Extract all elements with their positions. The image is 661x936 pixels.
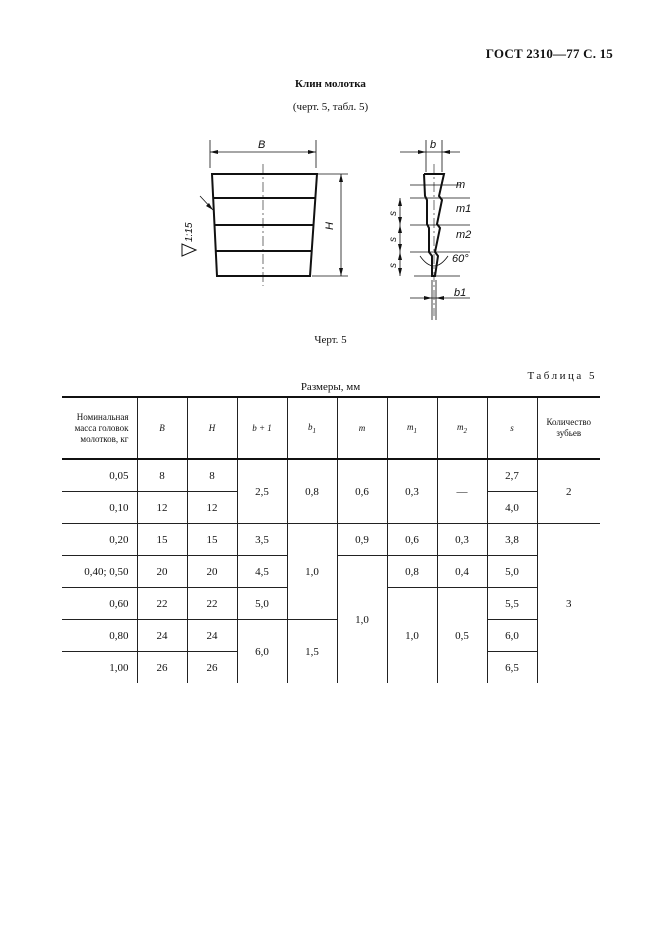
cell-b-plus-1: 3,5: [237, 524, 287, 556]
document-header: ГОСТ 2310—77 С. 15: [485, 46, 613, 61]
dimensions-table: [62, 396, 600, 683]
cell-s: 5,0: [487, 556, 537, 588]
label-b1: b1: [454, 287, 467, 299]
cell-teeth: 2: [537, 459, 600, 524]
wedge-front-view: [182, 140, 348, 286]
label-b: b: [430, 139, 437, 151]
cell-m2: 0,3: [437, 524, 487, 556]
cell-h: 26: [187, 652, 237, 684]
cell-h: 24: [187, 620, 237, 652]
cell-m1: 0,8: [387, 556, 437, 588]
cell-h: 20: [187, 556, 237, 588]
cell-b1: 0,8: [287, 459, 337, 524]
cell-m: 0,6: [337, 459, 387, 524]
cell-b: 12: [137, 492, 187, 524]
cell-h: 12: [187, 492, 237, 524]
cell-s: 3,8: [487, 524, 537, 556]
cell-h: 22: [187, 588, 237, 620]
cell-mass: 0,05: [109, 469, 129, 482]
cell-b: 15: [137, 524, 187, 556]
cell-b-plus-1: 4,5: [237, 556, 287, 588]
header-h: H: [187, 397, 237, 459]
cell-teeth: 3: [537, 524, 600, 684]
cell-m2: 0,4: [437, 556, 487, 588]
header-m: m: [337, 397, 387, 459]
cell-m2: 0,5: [437, 588, 487, 684]
cell-s: 6,5: [487, 652, 537, 684]
cell-b-plus-1: 6,0: [237, 620, 287, 684]
table-row: [62, 459, 600, 492]
header-mass: Номинальная масса головок молотков, кг: [62, 397, 137, 459]
cell-m1: 0,3: [387, 459, 437, 524]
table-label: Таблица 5: [527, 370, 597, 382]
header-b-plus-1: b + 1: [237, 397, 287, 459]
cell-b1: 1,0: [287, 524, 337, 620]
label-m: m: [456, 179, 466, 191]
table-row: [62, 620, 600, 652]
cell-s: 2,7: [487, 459, 537, 492]
cell-mass: 0,10: [62, 492, 137, 524]
header-m1: $m_1$: [387, 397, 437, 459]
cell-b: 24: [137, 620, 187, 652]
cell-b: 20: [137, 556, 187, 588]
cell-m: 0,9: [337, 524, 387, 556]
cell-s: 6,0: [487, 620, 537, 652]
header-m2: $m_2$: [437, 397, 487, 459]
cell-b: 26: [137, 652, 187, 684]
cell-mass: 0,40; 0,50: [62, 556, 137, 588]
label-taper: 1:15: [184, 222, 195, 242]
label-s-2: s: [388, 237, 399, 242]
cell-mass: 0,80: [62, 620, 137, 652]
cell-h: 15: [187, 524, 237, 556]
wedge-drawing: [170, 130, 490, 330]
header-b-width: B: [137, 397, 187, 459]
cell-b-plus-1: 2,5: [237, 459, 287, 524]
section-title: Клин молотка: [295, 78, 366, 90]
header-teeth: Количество зубьев: [537, 397, 600, 459]
label-s-3: s: [388, 263, 399, 268]
cell-b-plus-1: 5,0: [237, 588, 287, 620]
header-s: s: [487, 397, 537, 459]
table-header-row: [62, 397, 600, 459]
label-b-width: B: [258, 139, 266, 151]
header-b1: $b_1$: [287, 397, 337, 459]
cell-b1: 1,5: [287, 620, 337, 684]
cell-mass: 0,20: [62, 524, 137, 556]
label-s-1: s: [388, 211, 399, 216]
cell-b: 8: [137, 459, 187, 492]
cell-mass: 1,00: [62, 652, 137, 684]
drawing-caption: Черт. 5: [314, 334, 347, 346]
label-angle: 60°: [452, 253, 469, 265]
table-units: Размеры, мм: [300, 381, 361, 393]
cell-m1: 1,0: [387, 588, 437, 684]
cell-m: 1,0: [337, 556, 387, 684]
table-row: [62, 524, 600, 556]
cell-mass: 0,60: [62, 588, 137, 620]
cell-s: 4,0: [487, 492, 537, 524]
label-m1: m1: [456, 203, 472, 215]
label-m2: m2: [456, 229, 472, 241]
cell-s: 5,5: [487, 588, 537, 620]
cell-m1: 0,6: [387, 524, 437, 556]
section-subtitle: (черт. 5, табл. 5): [292, 101, 369, 113]
cell-b: 22: [137, 588, 187, 620]
cell-m2: —: [437, 459, 487, 524]
cell-h: 8: [187, 459, 237, 492]
label-h-height: H: [324, 222, 336, 230]
